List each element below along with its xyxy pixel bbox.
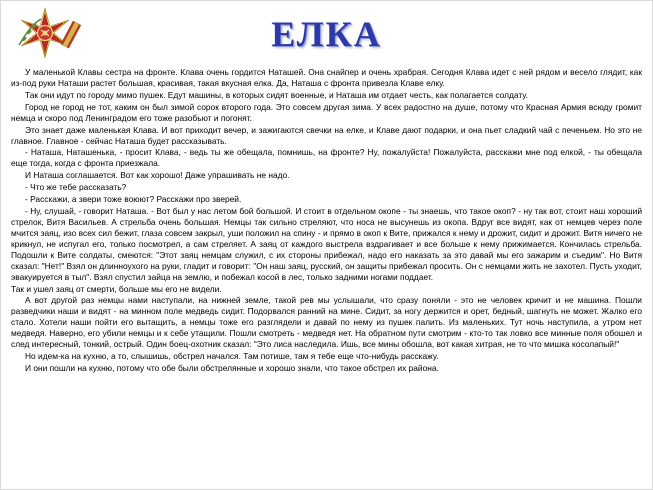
paragraph: - Что же тебе рассказать? — [25, 182, 127, 193]
paragraph: У маленькой Клавы сестра на фронте. Клава очень гордится Наташей. Она снайпер и очень храбрая. Сегодня Клава идет с ней рядом и весело глядит, как из-под руки Наташи растет большая, красивая, такая вкусная елка. Да, Наташа с фронта привезла Клаве елку. — [11, 67, 642, 88]
paragraph: А вот другой раз немцы нами наступали, на нижней земле, такой рев мы услышали, что сразу поняли - это не человек кричит и не машина. Пошли разведчики наши и видят - на минном поле медведь сидит. Подорвался ранний на мине. Сидит, за ногу держится и орет, бедный, шагнуть не может. Жалко его стало. Хотели наши пойти его вытащить, а немцы тоже его разглядели и давай по нему из пушек палить. Из маленьких. Тут ночь наступила, а утром нет медведя. Наверно, его убили немцы и к себе утащили. Пошли смотреть - медведя нет. На обратном пути смотрим - кто-то так ловко все минные поля обошел и след интересный, тонкий, острый. Один боец-охотник сказал: "Это лиса наследила. Ишь, все мины обошла, вот какая хитрая, не то что мишка косолапый!" — [11, 295, 642, 350]
page-title: ЕЛКА — [271, 14, 382, 54]
document-body — [11, 67, 642, 374]
paragraph: Но идем-ка на кухню, а то, слышишь, обстрел начался. Там потише, там я тебе еще что-нибудь расскажу. — [25, 351, 439, 362]
document-header — [11, 7, 642, 65]
paragraph: Это знает даже маленькая Клава. И вот приходит вечер, и зажигаются свечки на елке, и Клаве дают подарки, и она пьет сладкий чай с печеньем. Но это не главное. Главное - сейчас Наташа будет рассказывать. — [11, 124, 642, 146]
paragraph: Так они идут по городу мимо пушек. Едут машины, в которых сидят военные, и Наташа им отдает честь, как полагается солдату. — [25, 89, 528, 100]
paragraph: И они пошли на кухню, потому что обе были обстрелянные и хорошо знали, что такое обстрел их района. — [25, 362, 439, 373]
paragraph: Так и ушел заяц от смерти, больше мы его не видели. — [11, 283, 222, 294]
paragraph: - Расскажи, а звери тоже воюют? Расскажи про зверей. — [25, 194, 242, 205]
paragraph: Город не город не тот, каким он был зимой сорок второго года. Это совсем другая зима. У всех радостно на душе, потому что Красная Армия всюду громит немца и скоро под Ленинградом его тоже разобьют и погонят. — [11, 101, 642, 123]
paragraph: - Ну, слушай, - говорит Наташа. - Вот был у нас летом бой большой. И стоит в отдельном окопе - ты знаешь, что такое окоп? - ну так вот, стоит наш хороший стрелок, Витя Васильев. А стрельба очень большая. Немцы так сильно стреляют, что носа не высунешь из окопа. Вдруг все видят, как от немцев через поле мчится заяц, изо всех сил бежит, глаза совсем закрыл, уши положил на спину - и прямо в окоп к Вите, прижался к нему и дрожит, сидит и дрожит. Витя ничего не крикнул, не испугал его, только посмотрел, а сам стреляет. А заяц от каждого выстрела вздрагивает и все больше к нему прижимается. Кончилась стрельба. Подошли к Вите солдаты, смеются: "Этот заяц немцам служил, с их стороны прибежал, надо его наказать за это давай мы его зажарим и съедим". Но Витя сказал: "Нет!" Взял он длинноухого на руки, гладит и говорит: "Он наш заяц, русский, он защиты прибежал просить. Он с немцами жить не захотел. Пусть уходит, эвакуируется в тыл". Взял спустил зайца на землю, и побежал косой в лес, только задними ногами поддает. — [11, 206, 642, 282]
paragraph: - Наташа, Наташенька, - просит Клава, - ведь ты же обещала, помнишь, на фронте? Ну, пожалуйста! Пожалуйста, расскажи мне под елкой, - ты обещала еще тогда, когда с фронта приезжала. — [11, 147, 642, 169]
paragraph: И Наташа соглашается. Вот как хорошо! Даже упрашивать не надо. — [25, 170, 290, 181]
